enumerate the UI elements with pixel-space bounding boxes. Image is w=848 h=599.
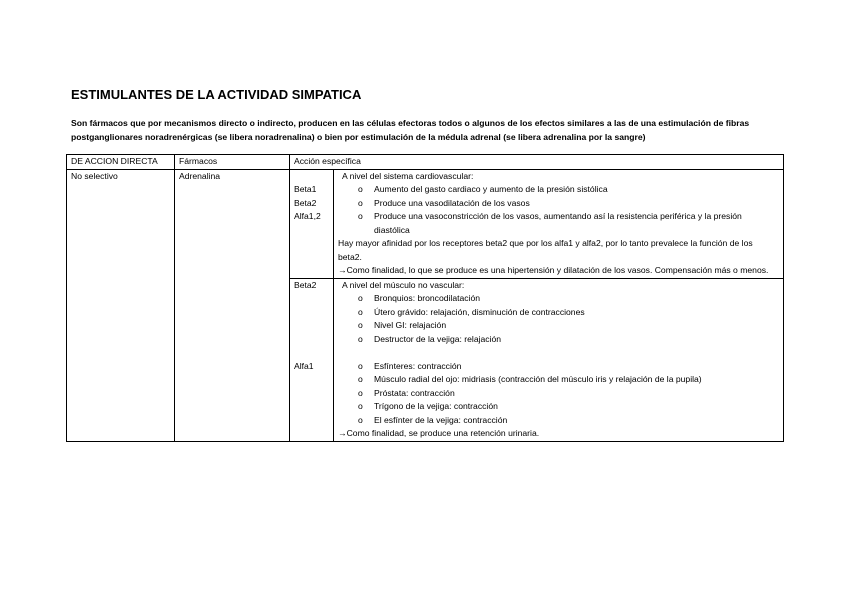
list-item: o Bronquios: broncodilatación [338,292,779,306]
list-item: o El esfínter de la vejiga: contracción [338,414,779,428]
list-item: o Músculo radial del ojo: midriasis (contracción del músculo iris y relajación de la pupila) [338,373,779,387]
table-row [67,169,784,278]
section-heading: A nivel del sistema cardiovascular: [342,170,474,181]
cell-drug: Adrenalina [175,169,290,441]
list-item: o Produce una vasoconstricción de los vasos, aumentando así la resistencia periférica y la presión diastólica [338,210,777,237]
receptor-label: Beta1 [294,184,317,194]
list-item: o Destructor de la vejiga: relajación [338,333,779,347]
document-title: ESTIMULANTES DE LA ACTIVIDAD SIMPATICA [71,87,362,102]
explanation-paragraph: Hay mayor afinidad por los receptores beta2 que por los alfa1 y alfa2, por lo tanto prevalece la función de los beta2. [338,238,753,262]
section-heading: A nivel del músculo no vascular: [342,279,465,290]
receptor-label: Beta2 [294,197,317,208]
list-item: o Aumento del gasto cardiaco y aumento de la presión sistólica [338,183,777,197]
list-item: o Nivel GI: relajación [338,319,779,333]
cell-cardio-action [334,169,784,278]
intro-paragraph [71,116,771,144]
receptor-label: Alfa1,2 [294,211,321,221]
cell-type: No selectivo [67,169,175,441]
cell-cardio-receptors [290,169,334,278]
intro-line: Son fármacos que por mecanismos directo o indirecto, producen en las células efectoras todos o algunos de los efectos similares a las de una estimulación de fibras [71,118,750,128]
list-item: o Esfínteres: contracción [338,360,779,374]
intro-line: postganglionares noradrenérgicas (se libera noradrenalina) o bien por estimulación de la médula adrenal (se libera adrenalina por la sangre) [71,132,646,142]
cell-muscle-action [334,278,784,441]
list-item: o Útero grávido: relajación, disminución de contracciones [338,306,779,320]
table-header-row [67,155,784,170]
drug-table [66,154,784,442]
header-cell-specific-action: Acción específica [290,155,784,170]
list-item: o Produce una vasodilatación de los vasos [338,197,777,211]
conclusion-paragraph: →Como finalidad, se produce una retención urinaria. [338,428,540,438]
conclusion-paragraph: →Como finalidad, lo que se produce es una hipertensión y dilatación de los vasos. Compensación más o menos. [338,265,769,275]
header-cell-drugs: Fármacos [175,155,290,170]
receptor-label: Alfa1 [294,360,314,371]
list-item: o Trígono de la vejiga: contracción [338,400,779,414]
header-cell-action: DE ACCION DIRECTA [67,155,175,170]
cell-muscle-receptors [290,278,334,441]
receptor-label: Beta2 [294,279,317,290]
list-item: o Próstata: contracción [338,387,779,401]
